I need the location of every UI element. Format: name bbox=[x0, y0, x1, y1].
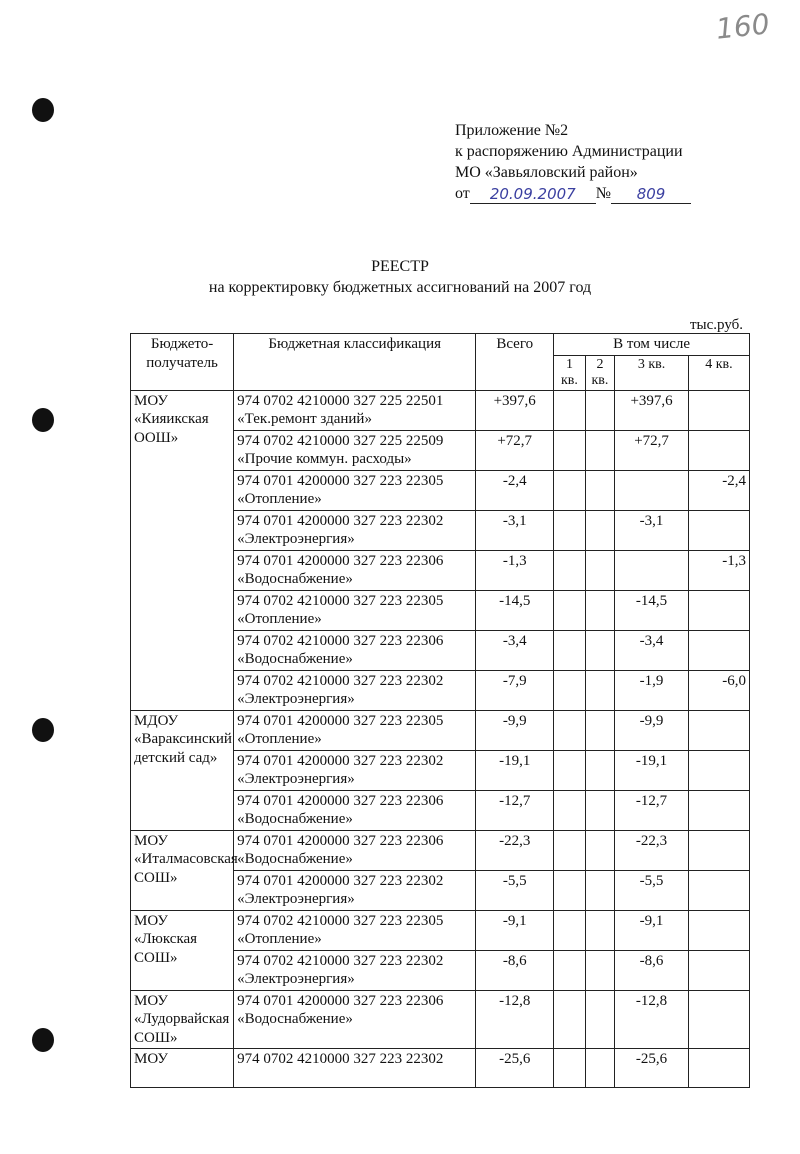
registry-body bbox=[131, 390, 750, 1088]
q2-cell bbox=[585, 430, 614, 470]
table-row bbox=[131, 910, 750, 950]
header-including: В том числе bbox=[554, 334, 750, 356]
q4-cell: -1,3 bbox=[688, 550, 749, 590]
q2-cell bbox=[585, 790, 614, 830]
classification-cell bbox=[234, 510, 476, 550]
classification-cell bbox=[234, 430, 476, 470]
q1-cell bbox=[554, 1049, 586, 1088]
total-cell: -9,9 bbox=[476, 710, 554, 750]
q1-cell bbox=[554, 670, 586, 710]
budget-code: 974 0701 4200000 327 223 22306 bbox=[237, 792, 444, 809]
q3-cell: -12,7 bbox=[615, 790, 689, 830]
recipient-cell: МОУ «Люкская СОШ» bbox=[131, 910, 234, 990]
q2-cell bbox=[585, 950, 614, 990]
q2-cell bbox=[585, 390, 614, 430]
header-q3: 3 кв. bbox=[615, 355, 689, 390]
total-cell: -25,6 bbox=[476, 1049, 554, 1088]
expense-name: «Отопление» bbox=[237, 931, 322, 947]
q3-cell: -1,9 bbox=[615, 670, 689, 710]
q1-cell bbox=[554, 910, 586, 950]
total-cell: -3,4 bbox=[476, 630, 554, 670]
expense-name: «Водоснабжение» bbox=[237, 851, 353, 867]
q4-cell bbox=[688, 590, 749, 630]
punch-hole bbox=[32, 98, 54, 122]
q3-cell: -14,5 bbox=[615, 590, 689, 630]
q4-cell: -2,4 bbox=[688, 470, 749, 510]
q1-cell bbox=[554, 390, 586, 430]
q1-cell bbox=[554, 550, 586, 590]
q3-cell bbox=[615, 550, 689, 590]
total-cell: -22,3 bbox=[476, 830, 554, 870]
q4-cell bbox=[688, 750, 749, 790]
q1-cell bbox=[554, 790, 586, 830]
q2-cell bbox=[585, 470, 614, 510]
budget-code: 974 0702 4210000 327 223 22305 bbox=[237, 592, 444, 609]
expense-name: «Водоснабжение» bbox=[237, 1011, 353, 1027]
document-title: РЕЕСТР bbox=[371, 258, 429, 275]
classification-cell bbox=[234, 990, 476, 1049]
total-cell: -12,8 bbox=[476, 990, 554, 1049]
q3-cell: -3,4 bbox=[615, 630, 689, 670]
q4-cell bbox=[688, 710, 749, 750]
appendix-line-3: МО «Завьяловский район» bbox=[455, 164, 638, 181]
q2-cell bbox=[585, 750, 614, 790]
recipient-cell: МДОУ «Вараксинский детский сад» bbox=[131, 710, 234, 830]
q4-cell bbox=[688, 630, 749, 670]
q2-cell bbox=[585, 710, 614, 750]
expense-name: «Отопление» bbox=[237, 491, 322, 507]
table-row bbox=[131, 710, 750, 750]
q1-cell bbox=[554, 590, 586, 630]
q2-cell bbox=[585, 510, 614, 550]
header-recipient: Бюджето-получатель bbox=[131, 334, 234, 391]
order-date: 20.09.2007 bbox=[470, 185, 596, 204]
order-number: 809 bbox=[611, 185, 691, 204]
q2-cell bbox=[585, 910, 614, 950]
classification-cell bbox=[234, 590, 476, 630]
budget-code: 974 0701 4200000 327 223 22302 bbox=[237, 752, 444, 769]
q3-cell: -9,1 bbox=[615, 910, 689, 950]
budget-code: 974 0702 4210000 327 225 22509 bbox=[237, 432, 444, 449]
classification-cell bbox=[234, 710, 476, 750]
table-row bbox=[131, 390, 750, 430]
handwritten-page-number: 160 bbox=[714, 7, 772, 46]
q4-cell bbox=[688, 990, 749, 1049]
q1-cell bbox=[554, 510, 586, 550]
expense-name: «Электроэнергия» bbox=[237, 531, 355, 547]
q4-cell bbox=[688, 390, 749, 430]
q3-cell: +397,6 bbox=[615, 390, 689, 430]
expense-name: «Электроэнергия» bbox=[237, 691, 355, 707]
q1-cell bbox=[554, 710, 586, 750]
total-cell: +72,7 bbox=[476, 430, 554, 470]
q3-cell: -12,8 bbox=[615, 990, 689, 1049]
classification-cell bbox=[234, 750, 476, 790]
q3-cell bbox=[615, 470, 689, 510]
budget-code: 974 0702 4210000 327 223 22302 bbox=[237, 1051, 444, 1067]
q1-cell bbox=[554, 870, 586, 910]
total-cell: -5,5 bbox=[476, 870, 554, 910]
q3-cell: -25,6 bbox=[615, 1049, 689, 1088]
q2-cell bbox=[585, 630, 614, 670]
budget-code: 974 0702 4210000 327 223 22305 bbox=[237, 912, 444, 929]
budget-code: 974 0701 4200000 327 223 22305 bbox=[237, 712, 444, 729]
budget-code: 974 0702 4210000 327 223 22306 bbox=[237, 632, 444, 649]
total-cell: -12,7 bbox=[476, 790, 554, 830]
expense-name: «Электроэнергия» bbox=[237, 891, 355, 907]
budget-code: 974 0701 4200000 327 223 22302 bbox=[237, 872, 444, 889]
q2-cell bbox=[585, 990, 614, 1049]
table-row bbox=[131, 990, 750, 1049]
expense-name: «Тек.ремонт зданий» bbox=[237, 411, 372, 427]
total-cell: -3,1 bbox=[476, 510, 554, 550]
q2-cell bbox=[585, 1049, 614, 1088]
classification-cell bbox=[234, 830, 476, 870]
total-cell: -19,1 bbox=[476, 750, 554, 790]
classification-cell bbox=[234, 1049, 476, 1088]
expense-name: «Электроэнергия» bbox=[237, 971, 355, 987]
q1-cell bbox=[554, 830, 586, 870]
q4-cell bbox=[688, 950, 749, 990]
q4-cell bbox=[688, 910, 749, 950]
expense-name: «Водоснабжение» bbox=[237, 811, 353, 827]
budget-code: 974 0702 4210000 327 223 22302 bbox=[237, 952, 444, 969]
header-total: Всего bbox=[476, 334, 554, 391]
appendix-date-line bbox=[455, 183, 691, 204]
budget-code: 974 0701 4200000 327 223 22306 bbox=[237, 552, 444, 569]
appendix-header bbox=[455, 120, 691, 204]
header-q2: 2 кв. bbox=[585, 355, 614, 390]
classification-cell bbox=[234, 910, 476, 950]
classification-cell bbox=[234, 870, 476, 910]
q2-cell bbox=[585, 550, 614, 590]
q1-cell bbox=[554, 750, 586, 790]
classification-cell bbox=[234, 390, 476, 430]
budget-code: 974 0701 4200000 327 223 22306 bbox=[237, 832, 444, 849]
q2-cell bbox=[585, 870, 614, 910]
header-q1: 1 кв. bbox=[554, 355, 586, 390]
budget-code: 974 0702 4210000 327 225 22501 bbox=[237, 392, 444, 409]
q4-cell bbox=[688, 430, 749, 470]
total-cell: +397,6 bbox=[476, 390, 554, 430]
q2-cell bbox=[585, 670, 614, 710]
header-classification: Бюджетная классификация bbox=[234, 334, 476, 391]
q2-cell bbox=[585, 590, 614, 630]
document-subtitle: на корректировку бюджетных ассигнований на 2007 год bbox=[208, 279, 592, 296]
q4-cell bbox=[688, 830, 749, 870]
table-row bbox=[131, 1049, 750, 1088]
total-cell: -2,4 bbox=[476, 470, 554, 510]
classification-cell bbox=[234, 950, 476, 990]
q3-cell: -8,6 bbox=[615, 950, 689, 990]
q2-cell bbox=[585, 830, 614, 870]
punch-hole bbox=[32, 1028, 54, 1052]
registry-table bbox=[130, 333, 750, 1088]
total-cell: -7,9 bbox=[476, 670, 554, 710]
expense-name: «Электроэнергия» bbox=[237, 771, 355, 787]
header-q4: 4 кв. bbox=[688, 355, 749, 390]
expense-name: «Водоснабжение» bbox=[237, 571, 353, 587]
expense-name: «Водоснабжение» bbox=[237, 651, 353, 667]
classification-cell bbox=[234, 470, 476, 510]
q4-cell bbox=[688, 1049, 749, 1088]
budget-code: 974 0701 4200000 327 223 22305 bbox=[237, 472, 444, 489]
q1-cell bbox=[554, 950, 586, 990]
budget-code: 974 0702 4210000 327 223 22302 bbox=[237, 672, 444, 689]
q4-cell: -6,0 bbox=[688, 670, 749, 710]
q3-cell: -22,3 bbox=[615, 830, 689, 870]
table-row bbox=[131, 830, 750, 870]
recipient-cell: МОУ bbox=[131, 1049, 234, 1088]
recipient-cell: МОУ «Италмасовская СОШ» bbox=[131, 830, 234, 910]
unit-label: тыс.руб. bbox=[690, 317, 744, 333]
q1-cell bbox=[554, 990, 586, 1049]
total-cell: -8,6 bbox=[476, 950, 554, 990]
expense-name: «Прочие коммун. расходы» bbox=[237, 451, 412, 467]
date-prefix: от bbox=[455, 185, 470, 202]
punch-hole bbox=[32, 718, 54, 742]
expense-name: «Отопление» bbox=[237, 731, 322, 747]
q1-cell bbox=[554, 630, 586, 670]
q3-cell: +72,7 bbox=[615, 430, 689, 470]
classification-cell bbox=[234, 550, 476, 590]
appendix-line-2: к распоряжению Администрации bbox=[455, 143, 683, 160]
q4-cell bbox=[688, 510, 749, 550]
q1-cell bbox=[554, 430, 586, 470]
total-cell: -9,1 bbox=[476, 910, 554, 950]
q3-cell: -9,9 bbox=[615, 710, 689, 750]
q3-cell: -5,5 bbox=[615, 870, 689, 910]
recipient-cell: МОУ «Лудорвайская СОШ» bbox=[131, 990, 234, 1049]
number-prefix: № bbox=[595, 185, 612, 202]
q4-cell bbox=[688, 790, 749, 830]
q1-cell bbox=[554, 470, 586, 510]
punch-hole bbox=[32, 408, 54, 432]
budget-code: 974 0701 4200000 327 223 22306 bbox=[237, 992, 444, 1009]
expense-name: «Отопление» bbox=[237, 611, 322, 627]
total-cell: -14,5 bbox=[476, 590, 554, 630]
q3-cell: -3,1 bbox=[615, 510, 689, 550]
appendix-line-1: Приложение №2 bbox=[455, 122, 569, 139]
recipient-cell: МОУ «Кияикская ООШ» bbox=[131, 390, 234, 710]
total-cell: -1,3 bbox=[476, 550, 554, 590]
classification-cell bbox=[234, 630, 476, 670]
q3-cell: -19,1 bbox=[615, 750, 689, 790]
classification-cell bbox=[234, 790, 476, 830]
q4-cell bbox=[688, 870, 749, 910]
budget-code: 974 0701 4200000 327 223 22302 bbox=[237, 512, 444, 529]
classification-cell bbox=[234, 670, 476, 710]
